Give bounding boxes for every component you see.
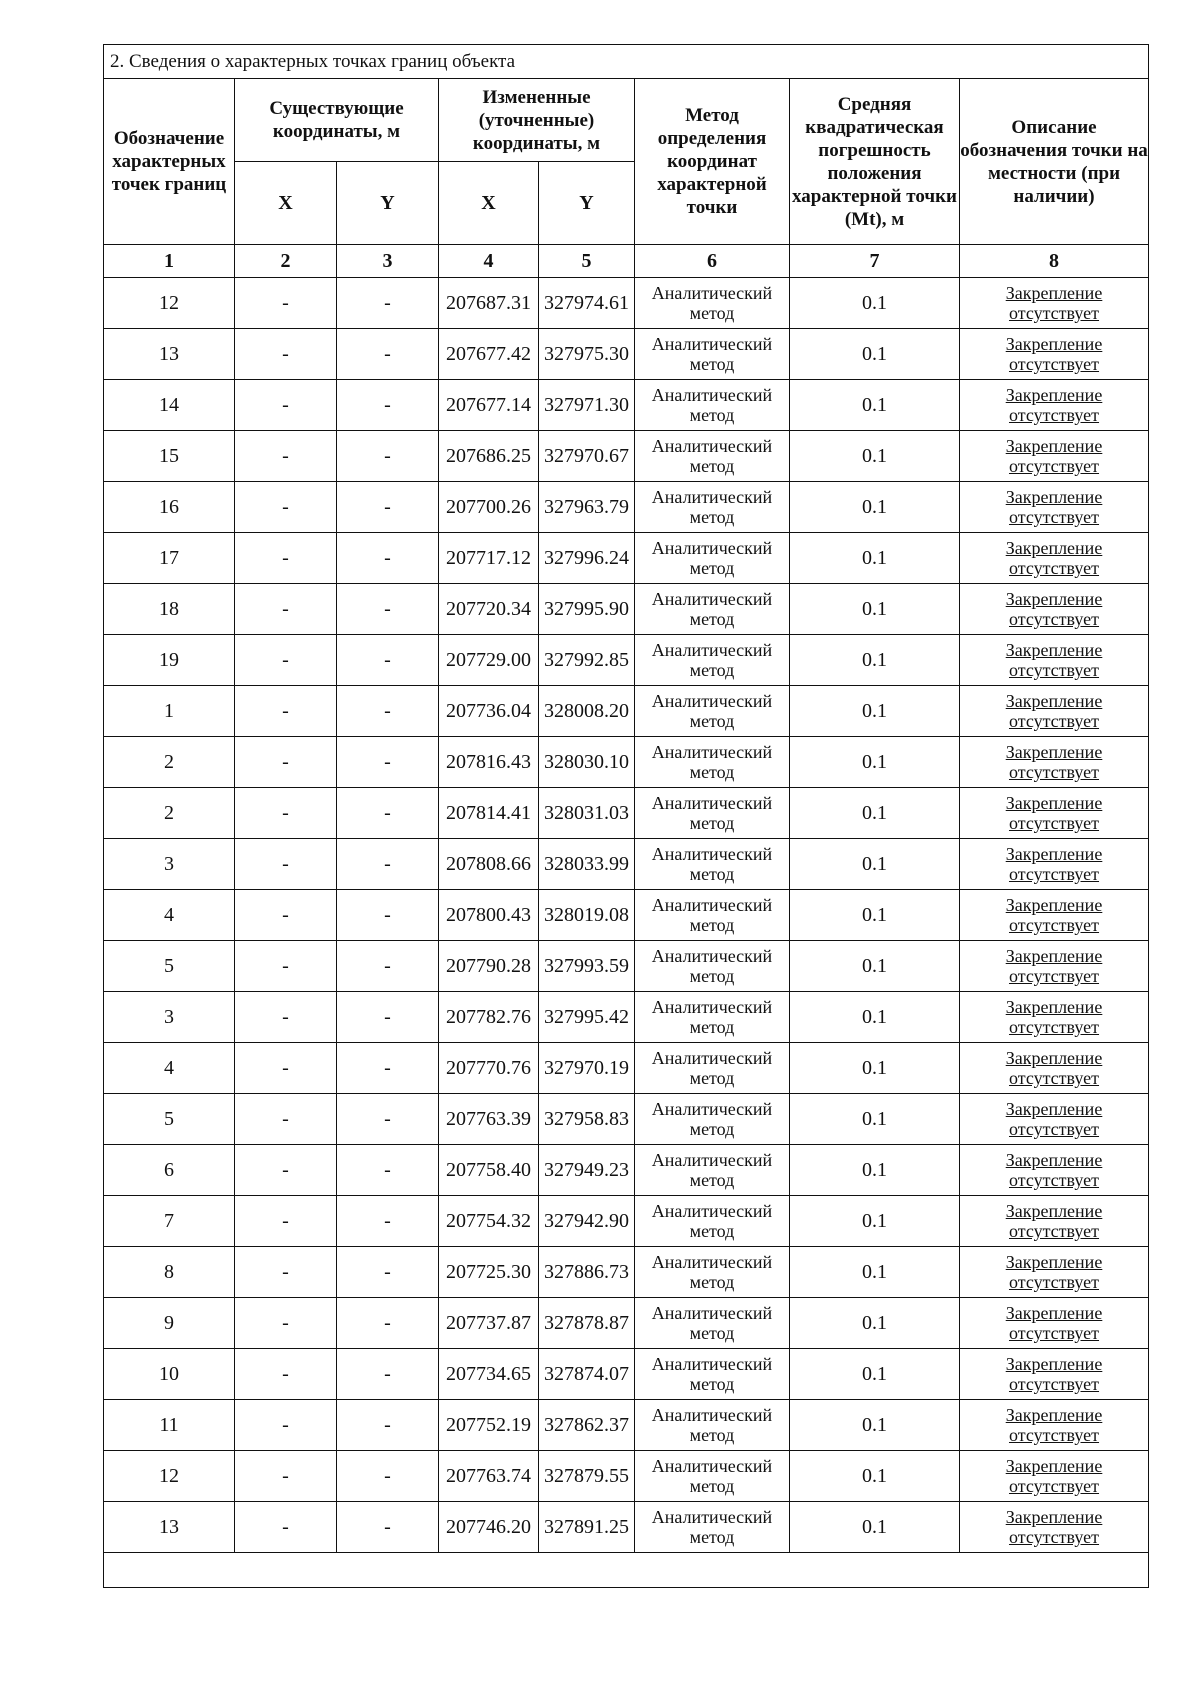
changed-y-cell: 328030.10 <box>539 737 635 788</box>
existing-y-cell: - <box>337 1247 439 1298</box>
description-cell: Закрепление отсутствует <box>960 1298 1149 1349</box>
error-cell: 0.1 <box>790 635 960 686</box>
point-designation-cell: 12 <box>104 1451 235 1502</box>
changed-x-cell: 207700.26 <box>439 482 539 533</box>
error-cell: 0.1 <box>790 1502 960 1553</box>
header-changed-x: X <box>439 162 539 245</box>
point-designation-cell: 13 <box>104 1502 235 1553</box>
existing-y-cell: - <box>337 1400 439 1451</box>
description-cell: Закрепление отсутствует <box>960 788 1149 839</box>
existing-x-cell: - <box>235 278 337 329</box>
changed-x-cell: 207758.40 <box>439 1145 539 1196</box>
existing-x-cell: - <box>235 431 337 482</box>
point-designation-cell: 19 <box>104 635 235 686</box>
header-existing-coordinates: Существующие координаты, м <box>235 79 439 162</box>
method-cell: Аналитический метод <box>635 635 790 686</box>
description-cell: Закрепление отсутствует <box>960 1043 1149 1094</box>
description-cell: Закрепление отсутствует <box>960 431 1149 482</box>
table-row <box>104 329 1149 380</box>
error-cell: 0.1 <box>790 1298 960 1349</box>
changed-x-cell: 207677.14 <box>439 380 539 431</box>
changed-x-cell: 207720.34 <box>439 584 539 635</box>
method-cell: Аналитический метод <box>635 737 790 788</box>
existing-y-cell: - <box>337 1451 439 1502</box>
method-cell: Аналитический метод <box>635 839 790 890</box>
existing-x-cell: - <box>235 329 337 380</box>
method-cell: Аналитический метод <box>635 278 790 329</box>
table-row <box>104 1196 1149 1247</box>
table-row <box>104 584 1149 635</box>
point-designation-cell: 16 <box>104 482 235 533</box>
error-cell: 0.1 <box>790 788 960 839</box>
existing-y-cell: - <box>337 1145 439 1196</box>
table-row <box>104 1451 1149 1502</box>
description-cell: Закрепление отсутствует <box>960 1502 1149 1553</box>
error-cell: 0.1 <box>790 278 960 329</box>
column-number: 5 <box>539 245 635 278</box>
column-number: 8 <box>960 245 1149 278</box>
changed-x-cell: 207677.42 <box>439 329 539 380</box>
changed-x-cell: 207790.28 <box>439 941 539 992</box>
error-cell: 0.1 <box>790 1196 960 1247</box>
changed-x-cell: 207734.65 <box>439 1349 539 1400</box>
changed-x-cell: 207808.66 <box>439 839 539 890</box>
error-cell: 0.1 <box>790 1043 960 1094</box>
existing-y-cell: - <box>337 890 439 941</box>
method-cell: Аналитический метод <box>635 584 790 635</box>
error-cell: 0.1 <box>790 584 960 635</box>
changed-y-cell: 327995.90 <box>539 584 635 635</box>
changed-y-cell: 327942.90 <box>539 1196 635 1247</box>
document-sheet <box>103 44 1148 1588</box>
method-cell: Аналитический метод <box>635 1298 790 1349</box>
table-row <box>104 635 1149 686</box>
table-row <box>104 533 1149 584</box>
table-row <box>104 686 1149 737</box>
section-title: 2. Сведения о характерных точках границ объекта <box>104 45 1149 79</box>
point-designation-cell: 10 <box>104 1349 235 1400</box>
point-designation-cell: 3 <box>104 839 235 890</box>
table-row <box>104 941 1149 992</box>
changed-y-cell: 327958.83 <box>539 1094 635 1145</box>
existing-y-cell: - <box>337 380 439 431</box>
error-cell: 0.1 <box>790 890 960 941</box>
description-cell: Закрепление отсутствует <box>960 1145 1149 1196</box>
error-cell: 0.1 <box>790 329 960 380</box>
existing-y-cell: - <box>337 686 439 737</box>
description-cell: Закрепление отсутствует <box>960 329 1149 380</box>
existing-y-cell: - <box>337 941 439 992</box>
changed-y-cell: 327974.61 <box>539 278 635 329</box>
existing-y-cell: - <box>337 635 439 686</box>
table-row <box>104 1349 1149 1400</box>
table-row <box>104 1145 1149 1196</box>
error-cell: 0.1 <box>790 431 960 482</box>
changed-y-cell: 327995.42 <box>539 992 635 1043</box>
existing-y-cell: - <box>337 992 439 1043</box>
description-cell: Закрепление отсутствует <box>960 839 1149 890</box>
existing-x-cell: - <box>235 1094 337 1145</box>
existing-x-cell: - <box>235 992 337 1043</box>
changed-x-cell: 207816.43 <box>439 737 539 788</box>
method-cell: Аналитический метод <box>635 329 790 380</box>
description-cell: Закрепление отсутствует <box>960 635 1149 686</box>
description-cell: Закрепление отсутствует <box>960 380 1149 431</box>
existing-x-cell: - <box>235 1247 337 1298</box>
existing-x-cell: - <box>235 890 337 941</box>
boundary-points-table <box>103 44 1149 1588</box>
method-cell: Аналитический метод <box>635 533 790 584</box>
existing-y-cell: - <box>337 431 439 482</box>
changed-x-cell: 207737.87 <box>439 1298 539 1349</box>
error-cell: 0.1 <box>790 992 960 1043</box>
description-cell: Закрепление отсутствует <box>960 1349 1149 1400</box>
description-cell: Закрепление отсутствует <box>960 1400 1149 1451</box>
table-row <box>104 992 1149 1043</box>
method-cell: Аналитический метод <box>635 1400 790 1451</box>
changed-x-cell: 207770.76 <box>439 1043 539 1094</box>
existing-y-cell: - <box>337 329 439 380</box>
empty-footer-cell <box>104 1553 1149 1588</box>
table-body <box>104 278 1149 1553</box>
description-cell: Закрепление отсутствует <box>960 941 1149 992</box>
header-existing-y: Y <box>337 162 439 245</box>
method-cell: Аналитический метод <box>635 1349 790 1400</box>
table-row <box>104 1298 1149 1349</box>
existing-y-cell: - <box>337 737 439 788</box>
existing-y-cell: - <box>337 1298 439 1349</box>
description-cell: Закрепление отсутствует <box>960 482 1149 533</box>
changed-y-cell: 327949.23 <box>539 1145 635 1196</box>
point-designation-cell: 14 <box>104 380 235 431</box>
description-cell: Закрепление отсутствует <box>960 1094 1149 1145</box>
error-cell: 0.1 <box>790 737 960 788</box>
existing-x-cell: - <box>235 584 337 635</box>
existing-x-cell: - <box>235 1400 337 1451</box>
header-error: Средняя квадратическая погрешность положения характерной точки (Mt), м <box>790 79 960 245</box>
point-designation-cell: 5 <box>104 941 235 992</box>
point-designation-cell: 1 <box>104 686 235 737</box>
changed-x-cell: 207752.19 <box>439 1400 539 1451</box>
table-row <box>104 1094 1149 1145</box>
description-cell: Закрепление отсутствует <box>960 686 1149 737</box>
existing-x-cell: - <box>235 839 337 890</box>
table-row <box>104 1400 1149 1451</box>
header-description: Описание обозначения точки на местности (при наличии) <box>960 79 1149 245</box>
changed-y-cell: 327891.25 <box>539 1502 635 1553</box>
existing-x-cell: - <box>235 1298 337 1349</box>
error-cell: 0.1 <box>790 1451 960 1502</box>
existing-y-cell: - <box>337 1043 439 1094</box>
existing-x-cell: - <box>235 1502 337 1553</box>
point-designation-cell: 9 <box>104 1298 235 1349</box>
table-row <box>104 1247 1149 1298</box>
point-designation-cell: 4 <box>104 890 235 941</box>
existing-x-cell: - <box>235 686 337 737</box>
header-existing-x: X <box>235 162 337 245</box>
changed-y-cell: 327996.24 <box>539 533 635 584</box>
changed-x-cell: 207800.43 <box>439 890 539 941</box>
error-cell: 0.1 <box>790 1400 960 1451</box>
description-cell: Закрепление отсутствует <box>960 1196 1149 1247</box>
changed-x-cell: 207763.39 <box>439 1094 539 1145</box>
header-changed-y: Y <box>539 162 635 245</box>
changed-x-cell: 207736.04 <box>439 686 539 737</box>
changed-y-cell: 327874.07 <box>539 1349 635 1400</box>
changed-y-cell: 327886.73 <box>539 1247 635 1298</box>
existing-y-cell: - <box>337 584 439 635</box>
header-method: Метод определения координат характерной точки <box>635 79 790 245</box>
error-cell: 0.1 <box>790 941 960 992</box>
point-designation-cell: 7 <box>104 1196 235 1247</box>
changed-x-cell: 207814.41 <box>439 788 539 839</box>
changed-y-cell: 327970.67 <box>539 431 635 482</box>
point-designation-cell: 2 <box>104 788 235 839</box>
changed-y-cell: 328019.08 <box>539 890 635 941</box>
changed-y-cell: 327992.85 <box>539 635 635 686</box>
method-cell: Аналитический метод <box>635 992 790 1043</box>
existing-y-cell: - <box>337 1094 439 1145</box>
method-cell: Аналитический метод <box>635 1247 790 1298</box>
changed-y-cell: 328008.20 <box>539 686 635 737</box>
error-cell: 0.1 <box>790 1145 960 1196</box>
error-cell: 0.1 <box>790 533 960 584</box>
existing-y-cell: - <box>337 1196 439 1247</box>
changed-x-cell: 207746.20 <box>439 1502 539 1553</box>
changed-y-cell: 328031.03 <box>539 788 635 839</box>
column-number: 2 <box>235 245 337 278</box>
point-designation-cell: 11 <box>104 1400 235 1451</box>
error-cell: 0.1 <box>790 686 960 737</box>
error-cell: 0.1 <box>790 380 960 431</box>
existing-x-cell: - <box>235 737 337 788</box>
existing-y-cell: - <box>337 788 439 839</box>
existing-y-cell: - <box>337 533 439 584</box>
description-cell: Закрепление отсутствует <box>960 1247 1149 1298</box>
method-cell: Аналитический метод <box>635 788 790 839</box>
changed-y-cell: 327963.79 <box>539 482 635 533</box>
changed-x-cell: 207725.30 <box>439 1247 539 1298</box>
point-designation-cell: 13 <box>104 329 235 380</box>
changed-x-cell: 207687.31 <box>439 278 539 329</box>
existing-x-cell: - <box>235 635 337 686</box>
changed-y-cell: 328033.99 <box>539 839 635 890</box>
existing-x-cell: - <box>235 533 337 584</box>
changed-y-cell: 327970.19 <box>539 1043 635 1094</box>
method-cell: Аналитический метод <box>635 380 790 431</box>
point-designation-cell: 3 <box>104 992 235 1043</box>
changed-x-cell: 207754.32 <box>439 1196 539 1247</box>
point-designation-cell: 4 <box>104 1043 235 1094</box>
changed-y-cell: 327879.55 <box>539 1451 635 1502</box>
changed-x-cell: 207763.74 <box>439 1451 539 1502</box>
method-cell: Аналитический метод <box>635 1502 790 1553</box>
table-row <box>104 380 1149 431</box>
point-designation-cell: 12 <box>104 278 235 329</box>
method-cell: Аналитический метод <box>635 431 790 482</box>
table-row <box>104 788 1149 839</box>
method-cell: Аналитический метод <box>635 941 790 992</box>
column-number: 3 <box>337 245 439 278</box>
description-cell: Закрепление отсутствует <box>960 1451 1149 1502</box>
table-row <box>104 278 1149 329</box>
column-number: 6 <box>635 245 790 278</box>
changed-x-cell: 207717.12 <box>439 533 539 584</box>
table-row <box>104 482 1149 533</box>
existing-x-cell: - <box>235 1349 337 1400</box>
existing-x-cell: - <box>235 1043 337 1094</box>
table-row <box>104 737 1149 788</box>
description-cell: Закрепление отсутствует <box>960 890 1149 941</box>
point-designation-cell: 18 <box>104 584 235 635</box>
table-row <box>104 890 1149 941</box>
changed-x-cell: 207729.00 <box>439 635 539 686</box>
table-footer-row <box>104 1553 1149 1588</box>
table-row <box>104 431 1149 482</box>
changed-y-cell: 327971.30 <box>539 380 635 431</box>
column-number: 7 <box>790 245 960 278</box>
existing-y-cell: - <box>337 278 439 329</box>
header-changed-coordinates: Измененные (уточненные) координаты, м <box>439 79 635 162</box>
point-designation-cell: 15 <box>104 431 235 482</box>
column-number-row <box>104 245 1149 278</box>
description-cell: Закрепление отсутствует <box>960 584 1149 635</box>
existing-x-cell: - <box>235 1145 337 1196</box>
existing-y-cell: - <box>337 482 439 533</box>
method-cell: Аналитический метод <box>635 1145 790 1196</box>
table-row <box>104 839 1149 890</box>
column-number: 1 <box>104 245 235 278</box>
point-designation-cell: 8 <box>104 1247 235 1298</box>
method-cell: Аналитический метод <box>635 686 790 737</box>
existing-x-cell: - <box>235 380 337 431</box>
existing-x-cell: - <box>235 788 337 839</box>
method-cell: Аналитический метод <box>635 1094 790 1145</box>
point-designation-cell: 17 <box>104 533 235 584</box>
existing-y-cell: - <box>337 1502 439 1553</box>
existing-x-cell: - <box>235 941 337 992</box>
description-cell: Закрепление отсутствует <box>960 992 1149 1043</box>
changed-x-cell: 207686.25 <box>439 431 539 482</box>
description-cell: Закрепление отсутствует <box>960 278 1149 329</box>
error-cell: 0.1 <box>790 839 960 890</box>
table-row <box>104 1043 1149 1094</box>
changed-y-cell: 327862.37 <box>539 1400 635 1451</box>
method-cell: Аналитический метод <box>635 482 790 533</box>
point-designation-cell: 2 <box>104 737 235 788</box>
changed-y-cell: 327878.87 <box>539 1298 635 1349</box>
column-number: 4 <box>439 245 539 278</box>
table-row <box>104 1502 1149 1553</box>
description-cell: Закрепление отсутствует <box>960 533 1149 584</box>
point-designation-cell: 6 <box>104 1145 235 1196</box>
changed-y-cell: 327993.59 <box>539 941 635 992</box>
description-cell: Закрепление отсутствует <box>960 737 1149 788</box>
existing-x-cell: - <box>235 482 337 533</box>
method-cell: Аналитический метод <box>635 1196 790 1247</box>
error-cell: 0.1 <box>790 1094 960 1145</box>
error-cell: 0.1 <box>790 1247 960 1298</box>
changed-x-cell: 207782.76 <box>439 992 539 1043</box>
existing-x-cell: - <box>235 1451 337 1502</box>
error-cell: 0.1 <box>790 1349 960 1400</box>
method-cell: Аналитический метод <box>635 890 790 941</box>
method-cell: Аналитический метод <box>635 1043 790 1094</box>
existing-x-cell: - <box>235 1196 337 1247</box>
existing-y-cell: - <box>337 1349 439 1400</box>
changed-y-cell: 327975.30 <box>539 329 635 380</box>
error-cell: 0.1 <box>790 482 960 533</box>
point-designation-cell: 5 <box>104 1094 235 1145</box>
method-cell: Аналитический метод <box>635 1451 790 1502</box>
header-designation: Обозначение характерных точек границ <box>104 79 235 245</box>
existing-y-cell: - <box>337 839 439 890</box>
